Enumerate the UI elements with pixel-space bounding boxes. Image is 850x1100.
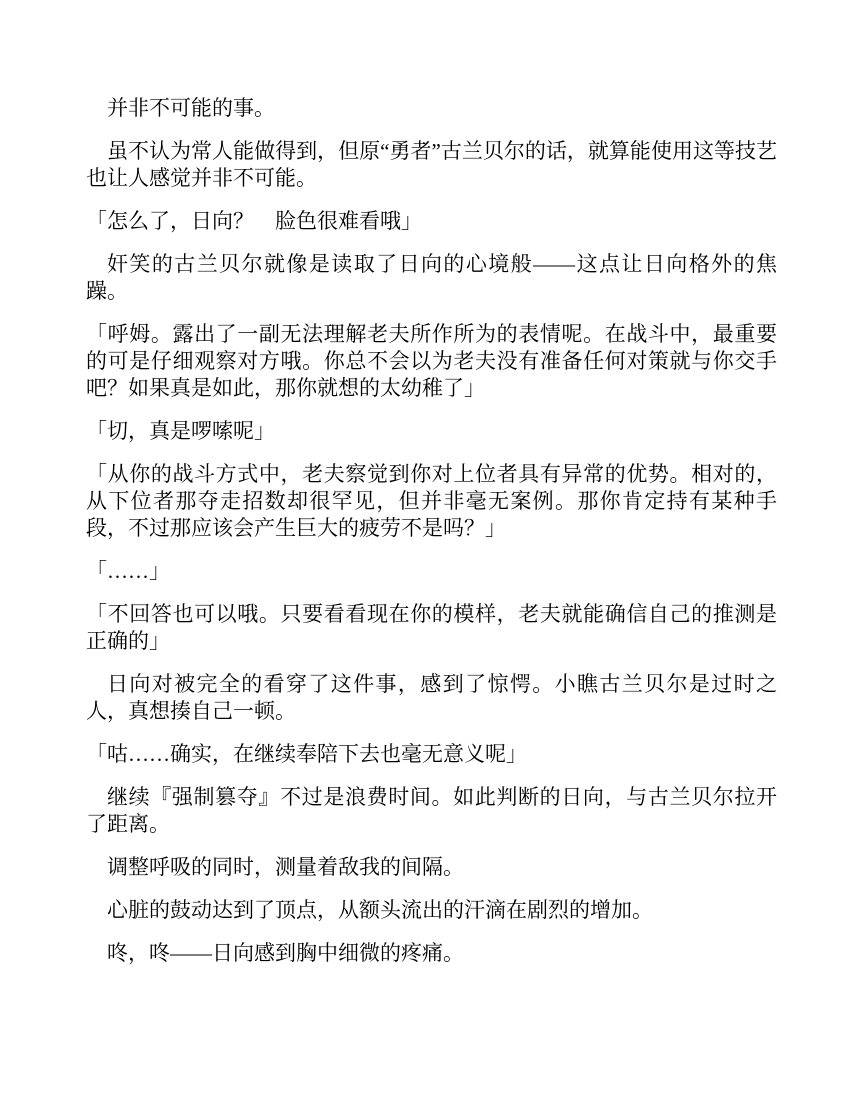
paragraph: 调整呼吸的同时，测量着敌我的间隔。 [107, 855, 464, 879]
paragraph: 继续『强制篡夺』不过是浪费时间。如此判断的日向，与古兰贝尔拉开了距离。 [86, 785, 777, 836]
paragraph: 心脏的鼓动达到了顶点，从额头流出的汗滴在剧烈的增加。 [107, 898, 653, 922]
text-column [86, 95, 777, 983]
paragraph: 咚，咚——日向感到胸中细微的疼痛。 [107, 941, 464, 965]
dialogue-paragraph: 「切，真是啰嗦呢」 [86, 419, 275, 443]
paragraph: 虽不认为常人能做得到，但原“勇者”古兰贝尔的话，就算能使用这等技艺也让人感觉并非不可能。 [86, 139, 777, 190]
dialogue-paragraph: 「呼姆。露出了一副无法理解老夫所作所为的表情呢。在战斗中，最重要的可是仔细观察对方哦。你总不会以为老夫没有准备任何对策就与你交手吧？如果真是如此，那你就想的太幼稚了」 [86, 322, 777, 400]
paragraph: 并非不可能的事。 [107, 96, 275, 120]
dialogue-paragraph: 「不回答也可以哦。只要看看现在你的模样，老夫就能确信自己的推测是正确的」 [86, 602, 777, 653]
dialogue-paragraph: 「怎么了，日向？ 脸色很难看哦」 [86, 209, 422, 233]
dialogue-paragraph: 「咕……确实，在继续奉陪下去也毫无意义呢」 [86, 742, 527, 766]
dialogue-paragraph: 「……」 [86, 559, 170, 583]
paragraph: 日向对被完全的看穿了这件事，感到了惊愕。小瞧古兰贝尔是过时之人，真想揍自己一顿。 [86, 672, 777, 723]
paragraph: 奸笑的古兰贝尔就像是读取了日向的心境般——这点让日向格外的焦躁。 [86, 252, 777, 303]
dialogue-paragraph: 「从你的战斗方式中，老夫察觉到你对上位者具有异常的优势。相对的，从下位者那夺走招数却很罕见，但并非毫无案例。那你肯定持有某种手段，不过那应该会产生巨大的疲劳不是吗？」 [86, 462, 777, 540]
